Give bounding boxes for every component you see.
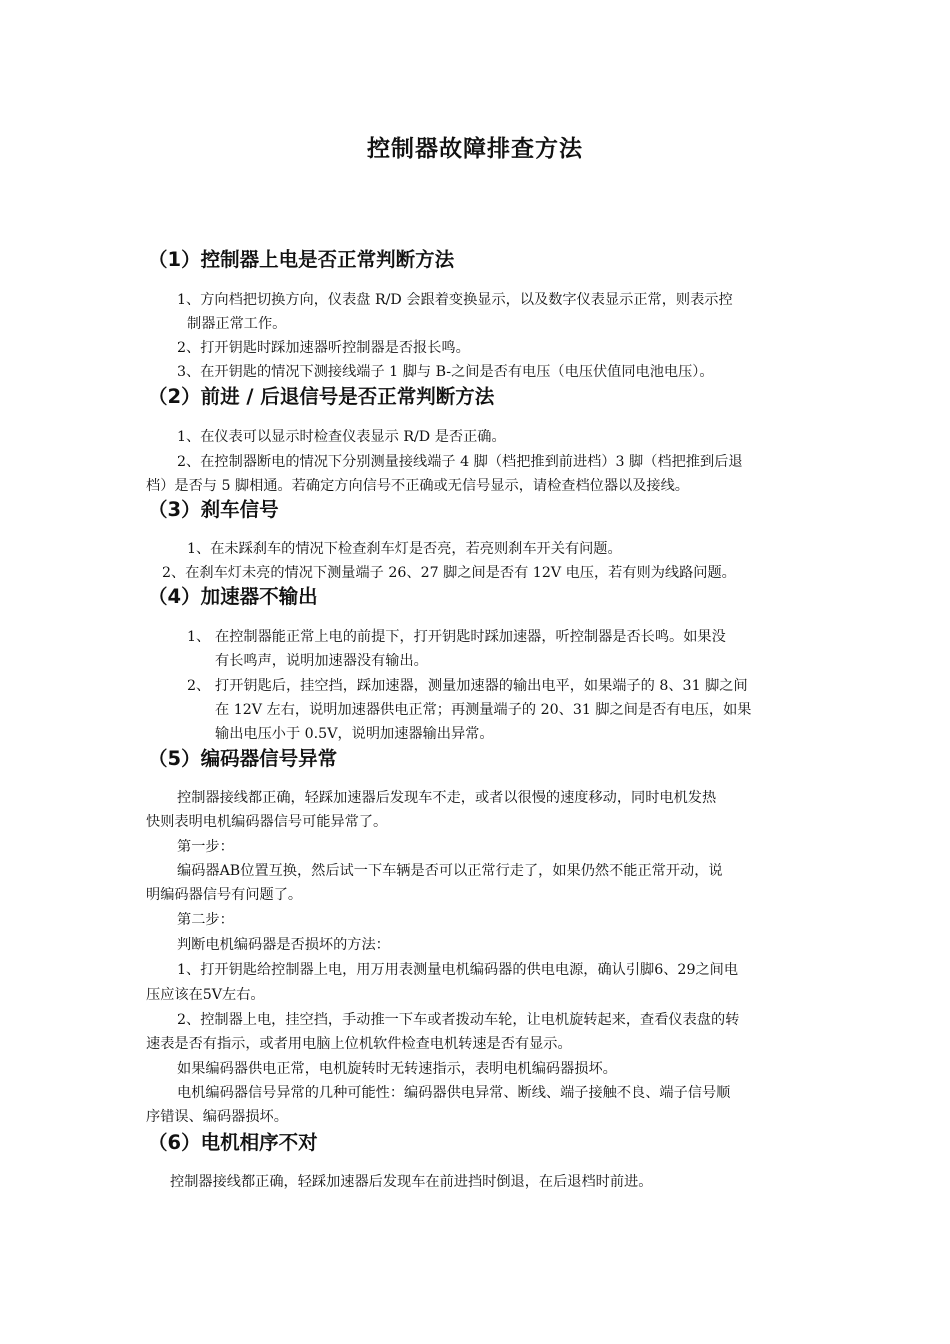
s5-para-5-line-2: 速表是否有指示，或者用电脑上位机软件检查电机转速是否有显示。	[146, 1036, 572, 1052]
s5-para-7-line-1: 电机编码器信号异常的几种可能性：编码器供电异常、断线、端子接触不良、端子信号顺	[177, 1085, 731, 1101]
s5-para-6: 如果编码器供电正常，电机旋转时无转速指示，表明电机编码器损坏。	[177, 1061, 617, 1077]
section-4-heading: （4）加速器不输出	[148, 585, 318, 608]
s5-para-1-line-1: 控制器接线都正确，轻踩加速器后发现车不走，或者以很慢的速度移动，同时电机发热	[177, 790, 717, 806]
s4-item-1-line-1: 在控制器能正常上电的前提下，打开钥匙时踩加速器，听控制器是否长鸣。如果没	[215, 629, 726, 645]
section-6-heading: （6）电机相序不对	[148, 1131, 318, 1154]
s1-item-1-line-2: 制器正常工作。	[187, 316, 287, 332]
s1-item-1-line-1: 1、方向档把切换方向，仪表盘 R/D 会跟着变换显示，以及数字仪表显示正常，则表示控	[177, 292, 733, 308]
s5-step-2-label: 第二步：	[177, 912, 234, 928]
s4-item-2-line-2: 在 12V 左右，说明加速器供电正常；再测量端子的 20、31 脚之间是否有电压，如果	[215, 702, 752, 718]
s6-para-1: 控制器接线都正确，轻踩加速器后发现车在前进挡时倒退，在后退档时前进。	[170, 1174, 653, 1190]
section-3-heading: （3）刹车信号	[148, 498, 279, 521]
s5-para-5-line-1: 2、控制器上电，挂空挡，手动推一下车或者拨动车轮，让电机旋转起来，查看仪表盘的转	[177, 1012, 740, 1028]
s2-item-2-line-2: 档）是否与 5 脚相通。若确定方向信号不正确或无信号显示，请检查档位器以及接线。	[146, 478, 689, 494]
s2-item-1: 1、在仪表可以显示时检查仪表显示 R/D 是否正确。	[177, 429, 506, 445]
s5-para-4-line-2: 压应该在5V左右。	[146, 987, 265, 1003]
s1-item-2: 2、打开钥匙时踩加速器听控制器是否报长鸣。	[177, 340, 470, 356]
s5-para-3: 判断电机编码器是否损坏的方法：	[177, 937, 390, 953]
s4-item-2-line-1: 打开钥匙后，挂空挡，踩加速器，测量加速器的输出电平，如果端子的 8、31 脚之间	[215, 678, 748, 694]
section-1-heading: （1）控制器上电是否正常判断方法	[148, 248, 455, 271]
s3-item-2: 2、在刹车灯未亮的情况下测量端子 26、27 脚之间是否有 12V 电压，若有则为线路问题。	[162, 565, 736, 581]
s2-item-2-line-1: 2、在控制器断电的情况下分别测量接线端子 4 脚（档把推到前进档）3 脚（档把推到后退	[177, 454, 743, 470]
section-2-heading: （2）前进 / 后退信号是否正常判断方法	[148, 385, 495, 408]
s4-item-2-number: 2、	[187, 678, 211, 694]
s3-item-1: 1、在未踩刹车的情况下检查刹车灯是否亮，若亮则刹车开关有问题。	[187, 541, 622, 557]
s5-para-7-line-2: 序错误、编码器损坏。	[146, 1109, 288, 1125]
s1-item-3: 3、在开钥匙的情况下测接线端子 1 脚与 B-之间是否有电压（电压伏值同电池电压）。	[177, 364, 714, 380]
s4-item-2-line-3: 输出电压小于 0.5V，说明加速器输出异常。	[215, 726, 494, 742]
s4-item-1-number: 1、	[187, 629, 211, 645]
s5-step-1-label: 第一步：	[177, 839, 234, 855]
page-title: 控制器故障排查方法	[367, 136, 583, 162]
s5-para-2-line-1: 编码器AB位置互换，然后试一下车辆是否可以正常行走了，如果仍然不能正常开动，说	[177, 863, 723, 879]
s4-item-1-line-2: 有长鸣声，说明加速器没有输出。	[215, 653, 428, 669]
s5-para-2-line-2: 明编码器信号有问题了。	[146, 887, 303, 903]
s5-para-4-line-1: 1、打开钥匙给控制器上电，用万用表测量电机编码器的供电电源，确认引脚6、29之间电	[177, 962, 739, 978]
section-5-heading: （5）编码器信号异常	[148, 747, 338, 770]
s5-para-1-line-2: 快则表明电机编码器信号可能异常了。	[146, 814, 388, 830]
